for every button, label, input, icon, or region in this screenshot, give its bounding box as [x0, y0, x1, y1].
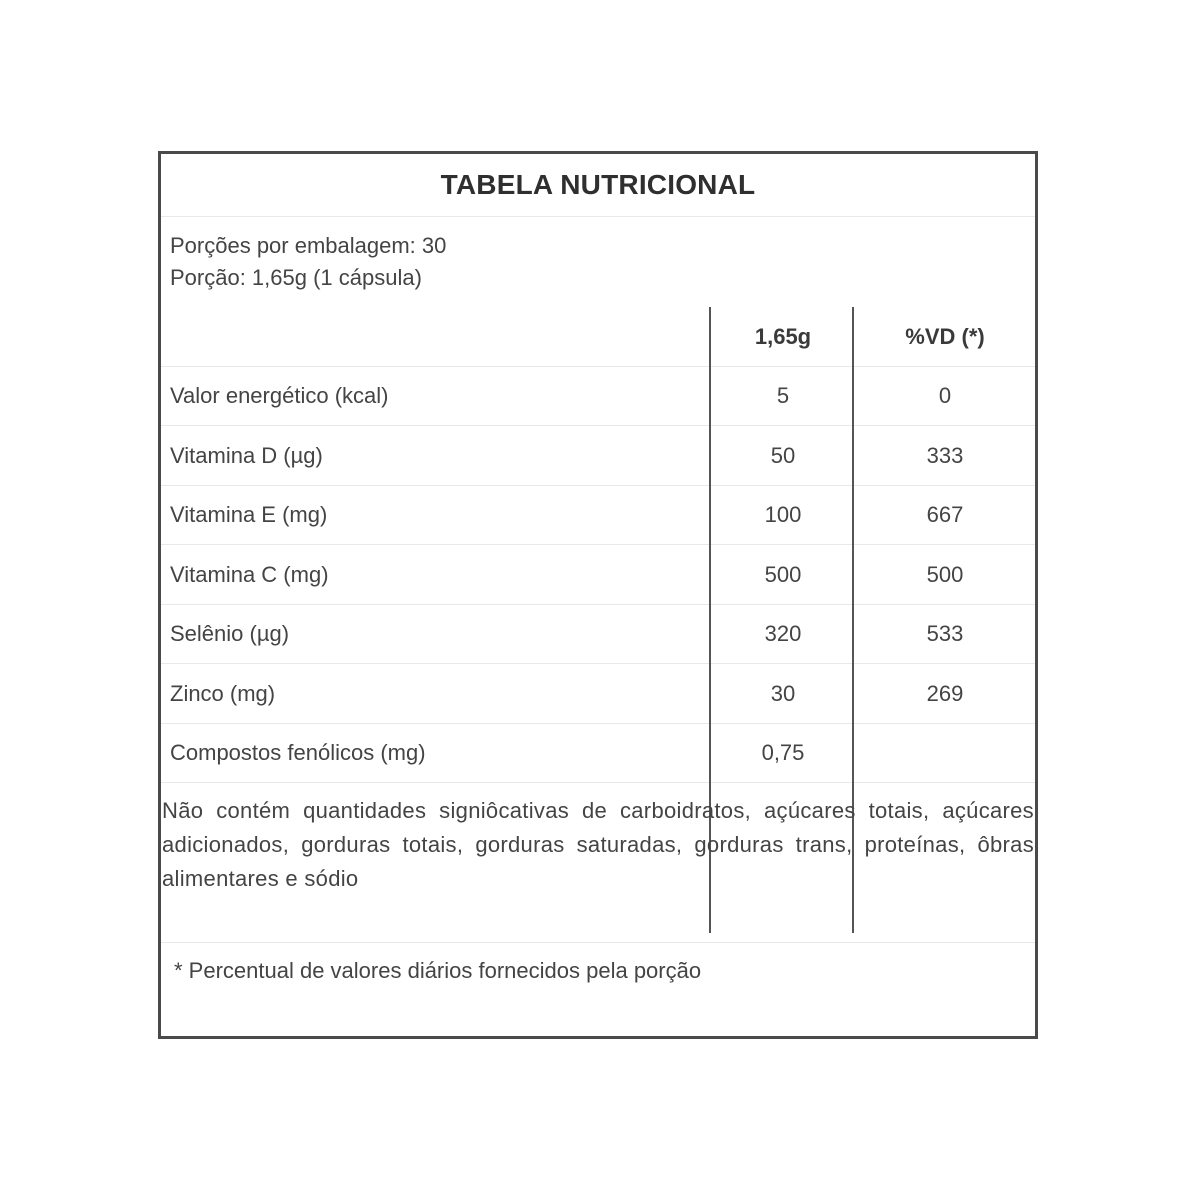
row-amount: 50 — [770, 442, 796, 468]
footnote: * Percentual de valores diários fornecidos pela porção — [174, 958, 702, 983]
row-amount: 500 — [764, 561, 802, 587]
row-daily-value: 667 — [926, 501, 964, 527]
header-amount: 1,65g — [754, 323, 812, 349]
row-label: Selênio (µg) — [170, 620, 290, 646]
row-amount: 100 — [764, 501, 802, 527]
row-label: Vitamina D (µg) — [170, 442, 323, 468]
row-amount: 30 — [770, 680, 796, 706]
divider — [161, 942, 1035, 943]
table-row — [161, 723, 1035, 783]
row-daily-value: 0 — [938, 382, 952, 408]
row-daily-value: 500 — [926, 561, 964, 587]
portion-info — [170, 230, 446, 294]
row-label: Compostos fenólicos (mg) — [170, 739, 426, 765]
table-title: TABELA NUTRICIONAL — [161, 154, 1035, 217]
nutrition-table — [158, 151, 1038, 1039]
nutrition-note: Não contém quantidades signiôcativas de carboidratos, açúcares totais, açúcares adicionados, gorduras totais, gorduras saturadas, gorduras trans, proteínas, ôbras alimentares e sódio — [162, 798, 1034, 891]
table-row — [161, 664, 1035, 724]
row-label: Vitamina E (mg) — [170, 501, 328, 527]
row-label: Valor energético (kcal) — [170, 382, 389, 408]
table-row — [161, 426, 1035, 486]
table-row — [161, 485, 1035, 545]
header-daily-value: %VD (*) — [905, 323, 985, 349]
row-amount: 0,75 — [761, 739, 805, 765]
servings-per-package: Porções por embalagem: 30 — [170, 233, 447, 258]
row-label: Zinco (mg) — [170, 680, 276, 706]
row-daily-value: 533 — [926, 620, 964, 646]
serving-size: Porção: 1,65g (1 cápsula) — [170, 265, 422, 290]
table-row — [161, 366, 1035, 426]
row-daily-value: 333 — [926, 442, 964, 468]
row-label: Vitamina C (mg) — [170, 561, 329, 587]
row-amount: 5 — [776, 382, 790, 408]
table-row — [161, 545, 1035, 605]
row-daily-value: 269 — [926, 680, 964, 706]
table-row — [161, 604, 1035, 664]
row-daily-value — [855, 723, 1035, 782]
table-header-row — [161, 307, 1035, 367]
row-amount: 320 — [764, 620, 802, 646]
